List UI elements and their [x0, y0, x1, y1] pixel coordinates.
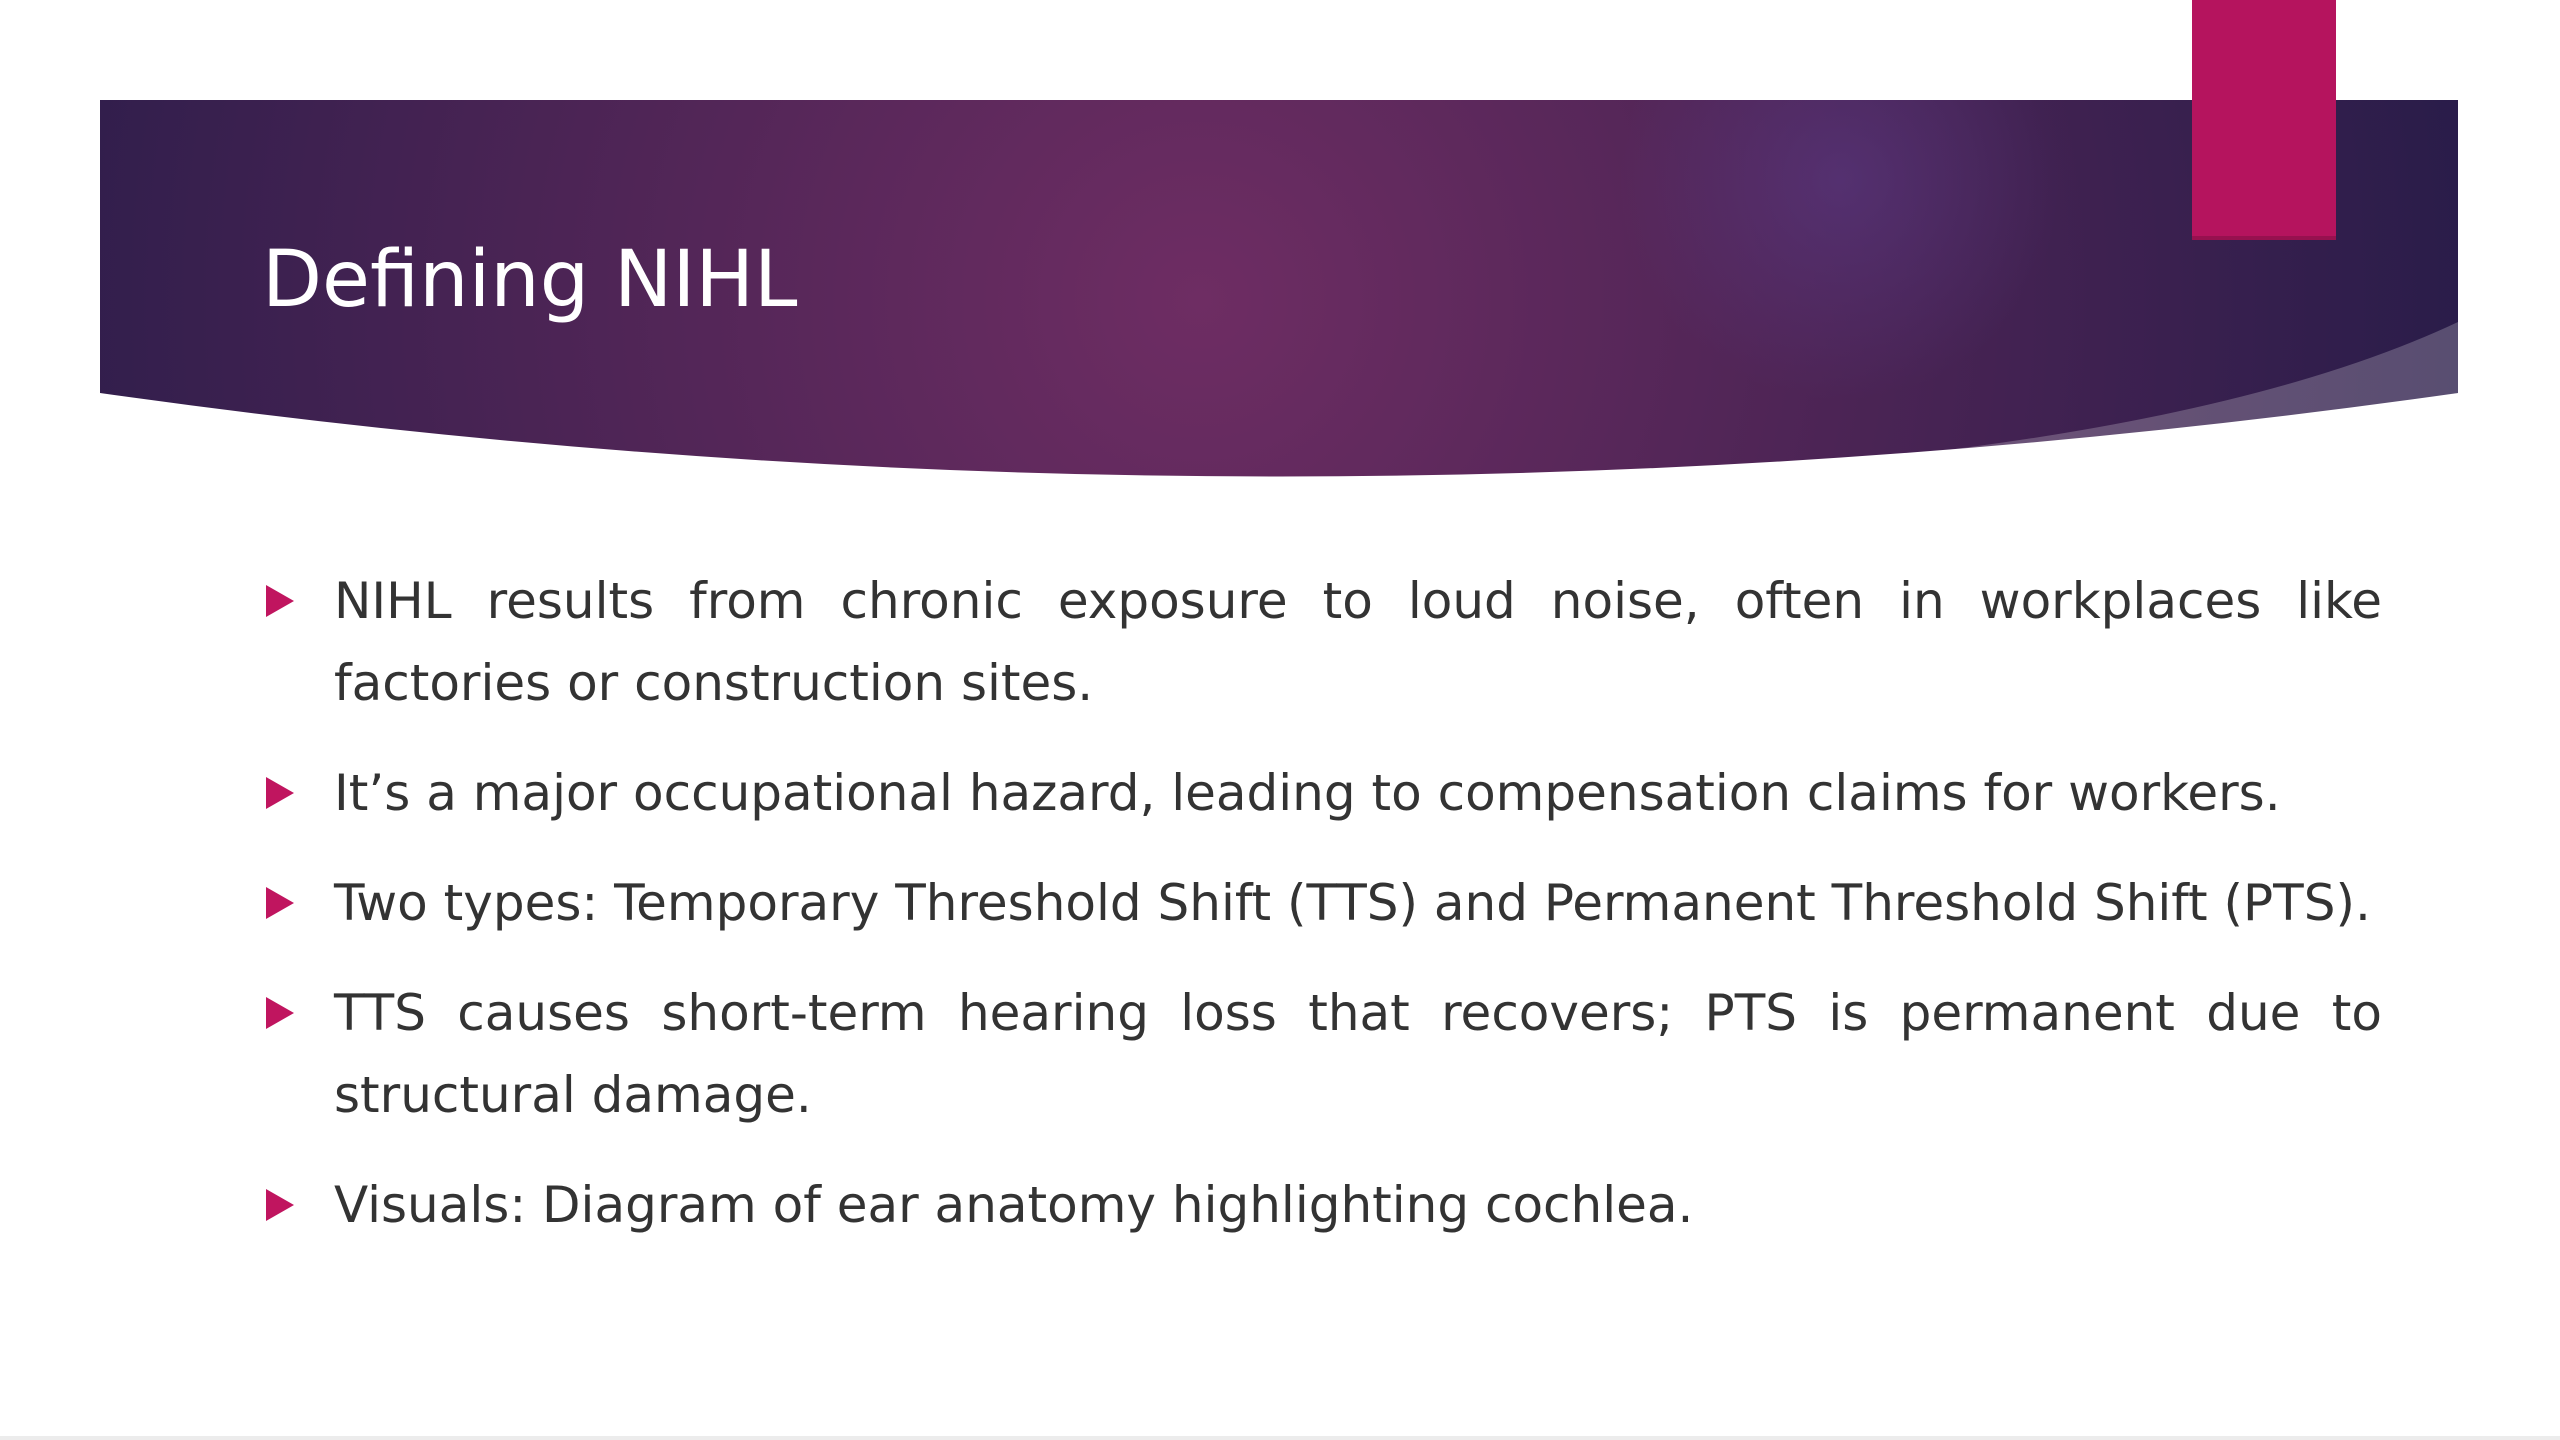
- triangle-right-icon: [266, 997, 294, 1029]
- slide-title: Defining NIHL: [262, 235, 798, 325]
- bullet-text: Two types: Temporary Threshold Shift (TTS) and Permanent Threshold Shift (PTS).: [334, 874, 2371, 932]
- triangle-right-icon: [266, 887, 294, 919]
- bullet-item: [262, 1164, 2382, 1246]
- bullet-text: Visuals: Diagram of ear anatomy highlighting cochlea.: [334, 1176, 1694, 1234]
- accent-tab: [2192, 0, 2336, 240]
- bullet-item: [262, 752, 2382, 834]
- accent-tab-shadow: [2192, 236, 2336, 240]
- slide-bottom-border: [0, 1436, 2560, 1440]
- bullet-item: [262, 560, 2382, 724]
- triangle-right-icon: [266, 1189, 294, 1221]
- bullet-list: [262, 560, 2382, 1274]
- bullet-text: NIHL results from chronic exposure to loud noise, often in workplaces like factories or construction sites.: [334, 572, 2382, 712]
- bullet-text: It’s a major occupational hazard, leading to compensation claims for workers.: [334, 764, 2281, 822]
- triangle-right-icon: [266, 585, 294, 617]
- bullet-item: [262, 972, 2382, 1136]
- bullet-item: [262, 862, 2382, 944]
- bullet-text: TTS causes short-term hearing loss that recovers; PTS is permanent due to structural damage.: [334, 984, 2382, 1124]
- triangle-right-icon: [266, 777, 294, 809]
